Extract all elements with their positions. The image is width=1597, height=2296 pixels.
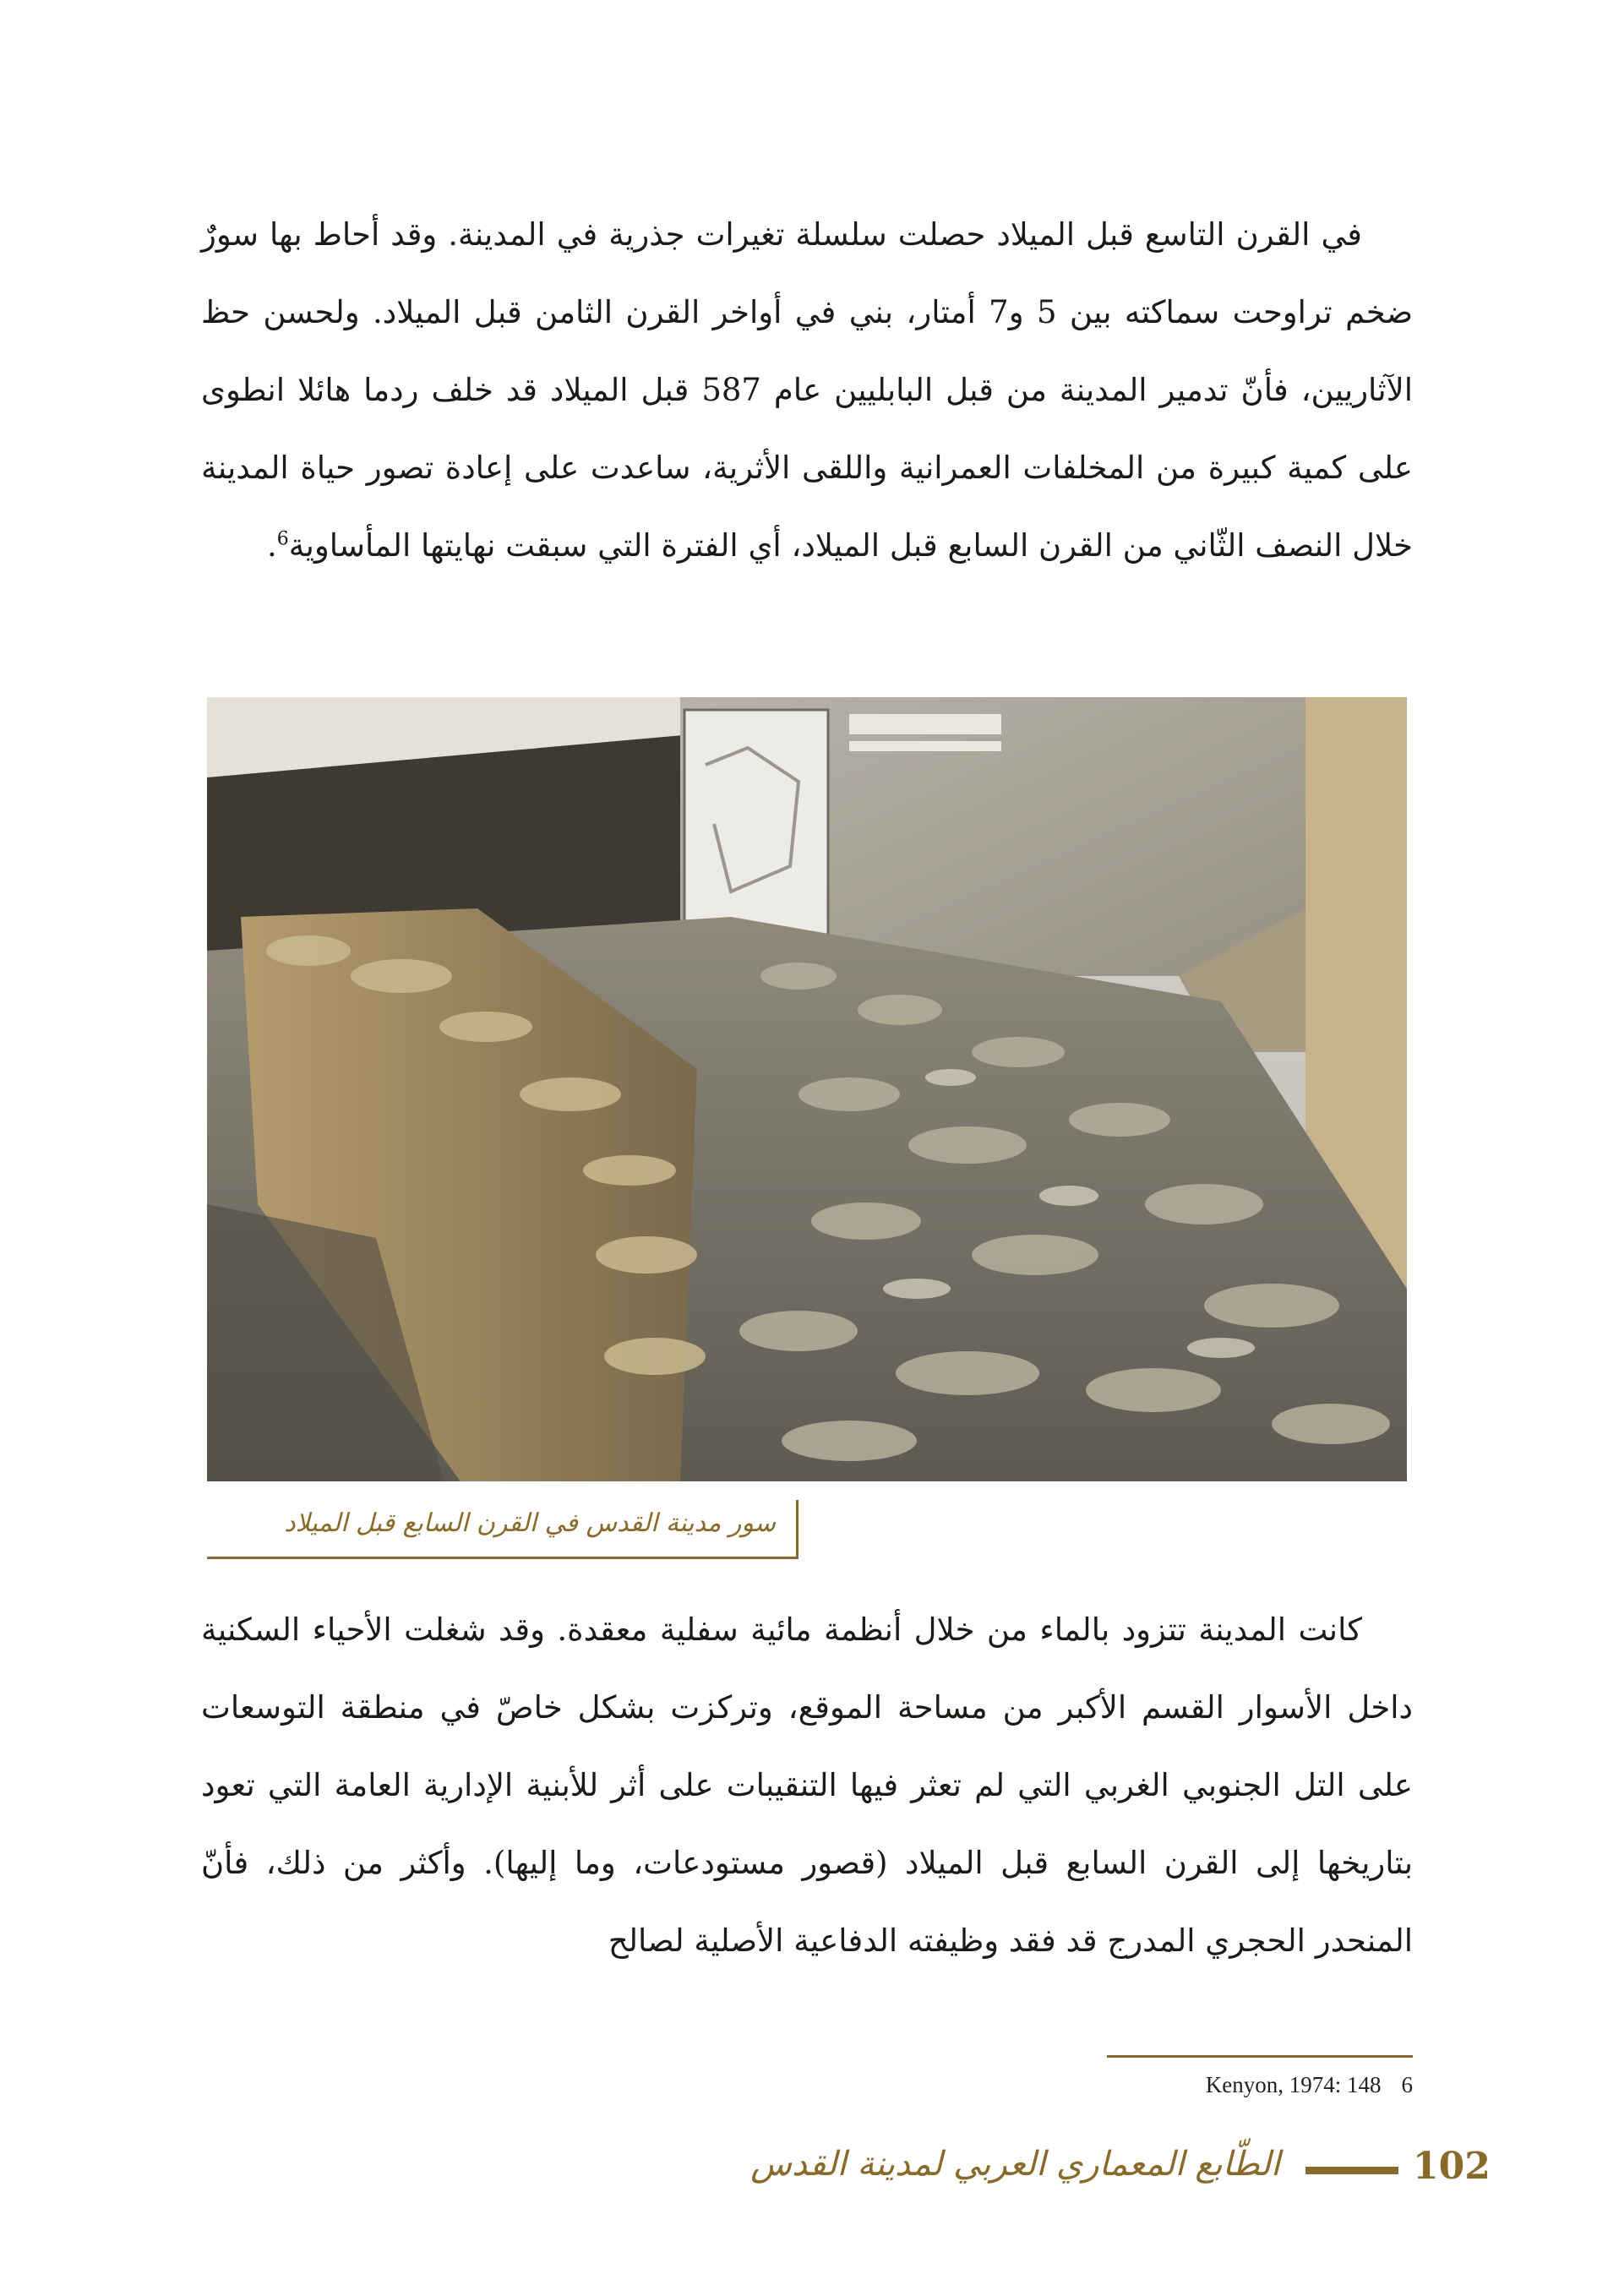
paragraph-1-text: في القرن التاسع قبل الميلاد حصلت سلسلة تغيرات جذرية في المدينة. وقد أحاط بها سورٌ ضخم تراوحت سماكته بين 5 و7 أمتار، بني في أواخر القرن الثامن قبل الميلاد. ولحسن حظ الآثاريين، فأنّ تدمير المدينة من قبل البابليين عام 587 قبل الميلاد قد خلف ردما هائلا انطوى على كمية كبيرة من المخلفات العمرانية واللقى الأثرية، ساعدت على إعادة تصور حياة المدينة خلال النصف الثّاني من القرن السابع قبل الميلاد، أي الفترة التي سبقت نهايتها المأساوية — [201, 216, 1414, 564]
figure-caption: سور مدينة القدس في القرن السابع قبل الميلاد — [284, 1508, 776, 1538]
footnote-reference[interactable]: 6 — [276, 528, 289, 550]
footnote — [1107, 2072, 1413, 2098]
wall-ruins-illustration — [207, 697, 1407, 1481]
paragraph-1 — [201, 196, 1413, 585]
paragraph-2 — [201, 1591, 1413, 1980]
footnote-number: 6 — [1401, 2072, 1413, 2097]
paragraph-2-text: كانت المدينة تتزود بالماء من خلال أنظمة مائية سفلية معقدة. وقد شغلت الأحياء السكنية داخل الأسوار القسم الأكبر من مساحة الموقع، وتركزت بشكل خاصّ في منطقة التوسعات على التل الجنوبي الغربي التي لم تعثر فيها التنقيبات على أثر للأبنية الإدارية العامة التي تعود بتاريخها إلى القرن السابع قبل الميلاد (قصور مستودعات، وما إليها). وأكثر من ذلك، فأنّ المنحدر الحجري المدرج قد فقد وظيفته الدفاعية الأصلية لصالح — [201, 1612, 1413, 1959]
page-number: 102 — [1413, 2145, 1491, 2188]
page-footer — [0, 2138, 1597, 2214]
footnote-separator — [1107, 2055, 1413, 2058]
paragraph-1-end: . — [266, 527, 277, 564]
footnote-text: Kenyon, 1974: 148 — [1205, 2072, 1382, 2097]
book-title: الطّابع المعماري العربي لمدينة القدس — [750, 2145, 1280, 2184]
figure-caption-frame — [207, 1500, 798, 1559]
excavation-photo — [207, 697, 1407, 1481]
footer-bar — [1305, 2167, 1398, 2174]
